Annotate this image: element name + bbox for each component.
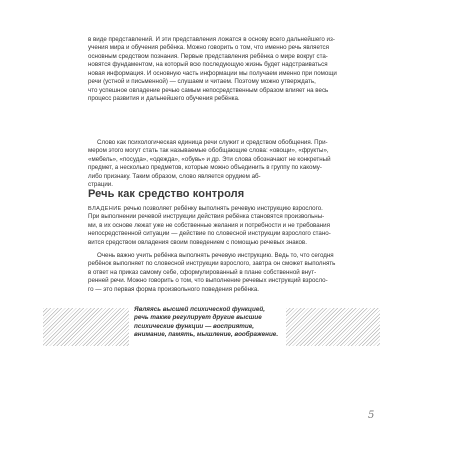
intro-line: процесс развития и дальнейшего обучения ребёнка.: [88, 95, 240, 103]
intro-line: новая информация. И основную часть информации мы получаем именно при помощи: [88, 69, 337, 77]
hatch-decoration-left: [43, 308, 129, 346]
page-number: 5: [368, 410, 375, 421]
para2-line: предмет, а несколько предметов, которые можно объединить в группу по какому-: [88, 164, 322, 172]
section-line: При выполнении речевой инструкции действия ребёнка становятся произвольны-: [88, 213, 325, 221]
generalization-paragraph: [88, 139, 362, 190]
callout-quote: [134, 306, 282, 339]
intro-line: учения мира и обучения ребёнка. Можно говорить о том, что именно речь является: [88, 44, 329, 52]
para2-line: либо признаку. Таким образом, слово является орудием аб-: [88, 172, 261, 180]
para2-line: «мебель», «посуда», «одежда», «обувь» и др. Эти слова обозначают не конкретный: [88, 155, 331, 163]
para4-line: го — это первая форма произвольного поведения ребёнка.: [88, 285, 260, 293]
callout-line: психические функции — восприятие,: [134, 322, 254, 330]
section-line: непосредственной ситуации — действие по словесной инструкции взрослого стано-: [88, 230, 331, 238]
para2-line: Слово как психологическая единица речи служит и средством обобщения. При-: [97, 139, 328, 146]
lead-caps-word: ВЛАДЕНИЕ: [88, 206, 122, 212]
section-line: ми, в их основе лежат уже не собственные желания и потребности и не требования: [88, 221, 330, 229]
hatch-decoration-right: [286, 308, 380, 346]
control-paragraph: [88, 205, 362, 247]
para2-line: мером этого могут стать так называемые обобщающие слова: «овощи», «фрукты»,: [88, 147, 329, 155]
para4-line: Очень важно учить ребёнка выполнять речевую инструкцию. Ведь то, что сегодня: [97, 252, 334, 259]
section-first-rest: речью позволяет ребёнку выполнять речевую инструкцию взрослого.: [121, 205, 323, 212]
intro-line: основным средством познания. Первые представления ребёнка о мире вокруг ста-: [88, 52, 328, 60]
para2-line: страции.: [88, 181, 113, 189]
callout-line: внимание, память, мышление, воображение.: [134, 330, 279, 338]
intro-line: в виде представлений. И эти представления ложатся в основу всего дальнейшего из-: [88, 36, 335, 43]
section-first-line: [88, 205, 362, 213]
intro-line: речи (устной и письменной) — слушаем и читаем. Поэтому можно утверждать,: [88, 78, 316, 86]
callout-line: речь также регулирует другие высшие: [134, 314, 262, 322]
intro-line: что успешное овладение речью самым непосредственным образом влияет на весь: [88, 86, 329, 94]
section-line: вится средством овладения своим поведением с помощью речевых знаков.: [88, 238, 307, 246]
instruction-paragraph: [88, 252, 362, 294]
section-heading: Речь как средство контроля: [88, 188, 245, 200]
para4-line: в ответ на приказ самому себе, сформулированный в плане собственной внут-: [88, 268, 317, 276]
para4-line: ребёнок выполняет по словесной инструкции взрослого, завтра он сможет выполнять: [88, 260, 336, 268]
para4-line: ренней речи. Можно говорить о том, что выполнение речевых инструкций взросло-: [88, 277, 328, 285]
intro-paragraph: [88, 36, 362, 104]
callout-line: Являясь высшей психической функцией,: [134, 306, 265, 313]
intro-line: новятся фундаментом, на который всю последующую жизнь будет надстраиваться: [88, 61, 328, 69]
